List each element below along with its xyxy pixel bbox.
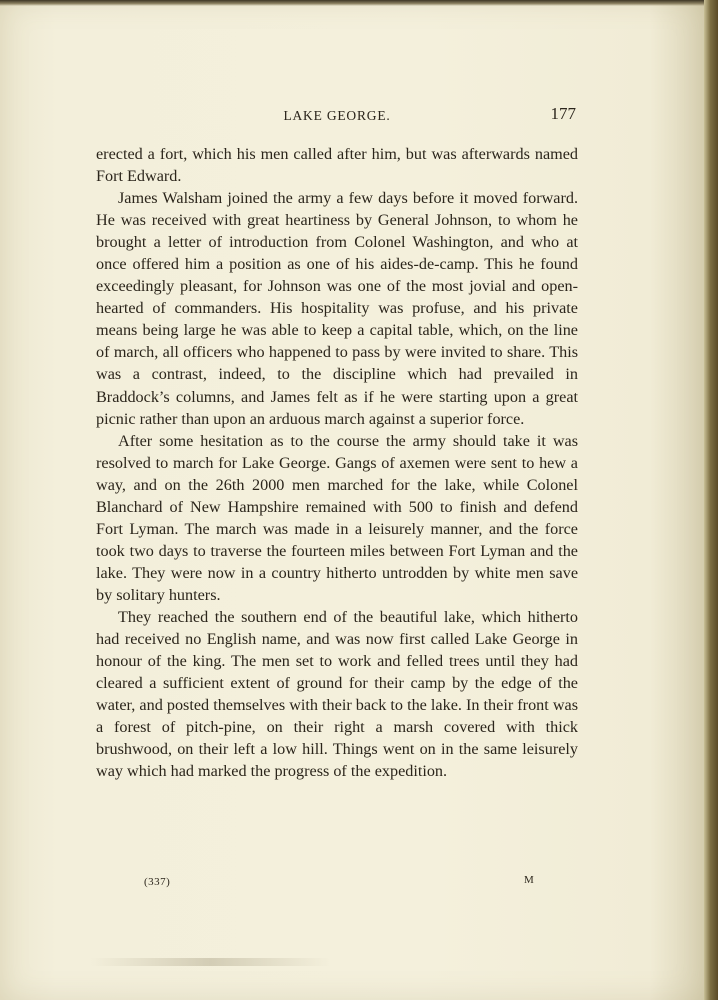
paragraph-2: James Walsham joined the army a few days before it moved forward. He was received with great heartiness by General Johnson, to whom he brought a letter of introduction from Colonel Washington, and who at once offered him a position as one of his aides-de-camp. This he found exceedingly pleasant, for Johnson was one of the most jovial and open-hearted of commanders. His hospitality was profuse, and his private means being large he was able to keep a capital table, which, on the line of march, all officers who happened to pass by were invited to share. This was a contrast, indeed, to the discipline which had prevailed in Braddock’s columns, and James felt as if he were starting upon a great picnic rather than upon an arduous march against a superior force. xyxy=(96,189,578,428)
signature-mark: M xyxy=(524,874,534,886)
signature-number: (337) xyxy=(144,876,171,888)
page-stain xyxy=(90,958,330,966)
paragraph-3: After some hesitation as to the course the army should take it was resolved to march for Lake George. Gangs of axemen were sent to hew a way, and on the 26th 2000 men marched for the lake, while Colonel Blanchard of New Hampshire remained with 500 to finish and defend Fort Lyman. The march was made in a leisurely manner, and the force took two days to traverse the fourteen miles between Fort Lyman and the lake. They were now in a country hitherto untrodden by white men save by solitary hunters. xyxy=(96,431,578,604)
paragraph-1: erected a fort, which his men called after him, but was afterwards named Fort Edward. xyxy=(96,145,578,186)
page-top-edge xyxy=(0,0,706,6)
running-head: LAKE GEORGE. xyxy=(283,108,391,123)
paragraph-4: They reached the southern end of the beautiful lake, which hitherto had received no English name, and was now first called Lake George in honour of the king. The men set to work and felled trees until they had cleared a sufficient extent of ground for their camp by the edge of the water, and posted themselves with their back to the lake. In their front was a forest of pitch-pine, on their right a marsh covered with thick brushwood, on their left a low hill. Things went on in the same leisurely way which had marked the progress of the expedition. xyxy=(96,607,578,781)
body-text xyxy=(96,143,578,782)
page-header xyxy=(96,104,578,128)
book-spine-edge xyxy=(704,0,718,1000)
page-footer xyxy=(96,876,578,892)
page-number: 177 xyxy=(550,104,576,123)
